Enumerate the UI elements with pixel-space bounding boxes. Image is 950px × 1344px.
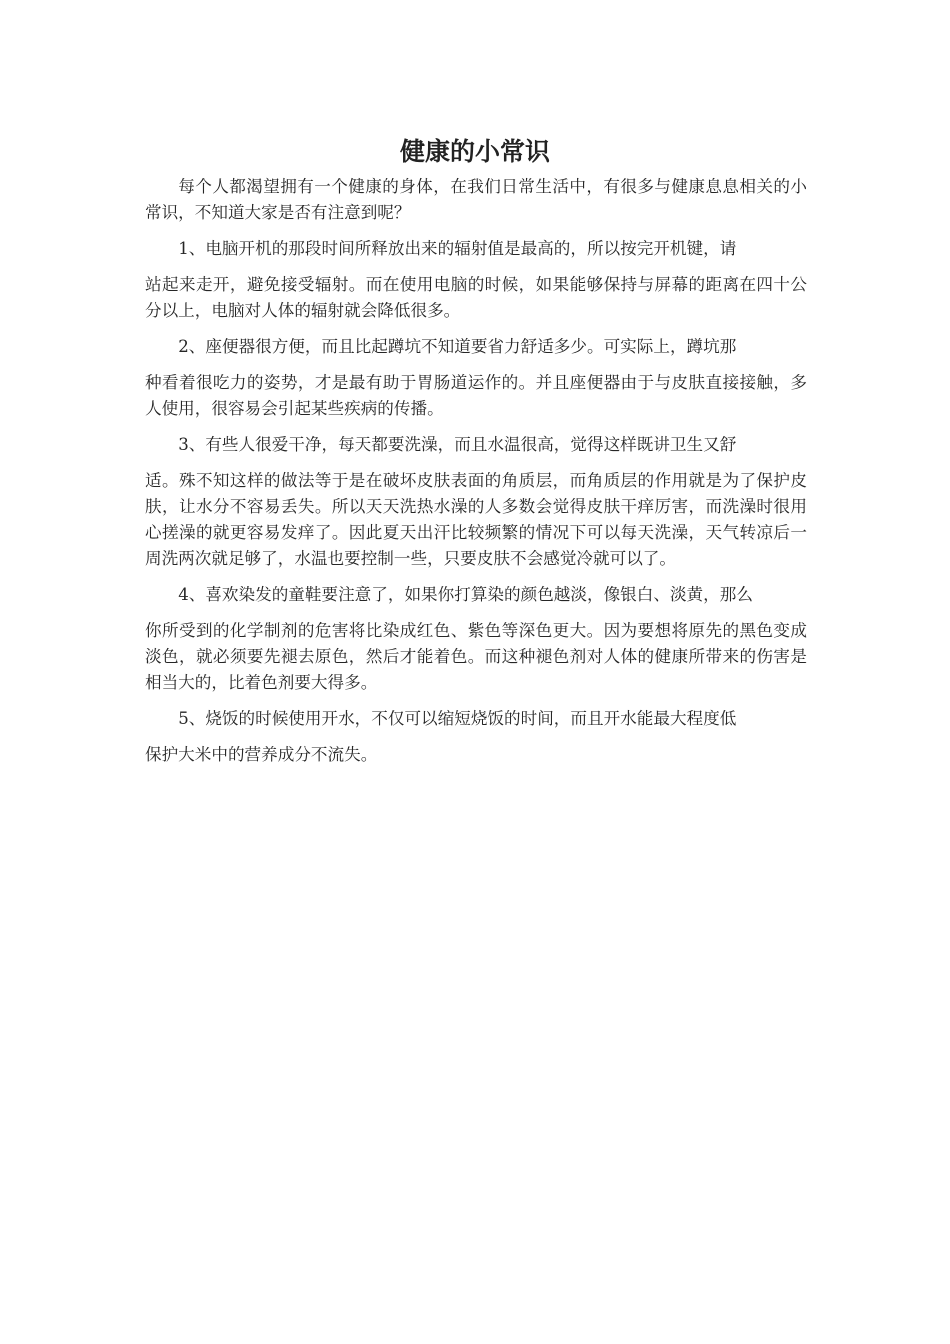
document-body bbox=[145, 174, 807, 778]
intro-paragraph: 每个人都渴望拥有一个健康的身体，在我们日常生活中，有很多与健康息息相关的小常识，不知道大家是否有注意到呢？ bbox=[145, 177, 807, 222]
tip-paragraph-2 bbox=[145, 334, 807, 422]
tip-5-rest: 保护大米中的营养成分不流失。 bbox=[145, 745, 378, 764]
tip-3-rest: 适。殊不知这样的做法等于是在破坏皮肤表面的角质层，而角质层的作用就是为了保护皮肤，让水分不容易丢失。所以天天洗热水澡的人多数会觉得皮肤干痒厉害，而洗澡时很用心搓澡的就更容易发痒了。因此夏天出汗比较频繁的情况下可以每天洗澡，天气转凉后一周洗两次就足够了，水温也要控制一些，只要皮肤不会感觉冷就可以了。 bbox=[145, 471, 807, 568]
tip-paragraph-1 bbox=[145, 236, 807, 324]
tip-2-first-line: 2、座便器很方便，而且比起蹲坑不知道要省力舒适多少。可实际上，蹲坑那 bbox=[178, 337, 737, 356]
tip-1-first-line: 1、电脑开机的那段时间所释放出来的辐射值是最高的，所以按完开机键，请 bbox=[178, 239, 737, 258]
tip-paragraph-5 bbox=[145, 706, 807, 768]
tip-4-first-line: 4、喜欢染发的童鞋要注意了，如果你打算染的颜色越淡，像银白、淡黄，那么 bbox=[178, 585, 753, 604]
tip-5-first-line: 5、烧饭的时候使用开水，不仅可以缩短烧饭的时间，而且开水能最大程度低 bbox=[178, 709, 737, 728]
tip-1-rest: 站起来走开，避免接受辐射。而在使用电脑的时候，如果能够保持与屏幕的距离在四十公分以上，电脑对人体的辐射就会降低很多。 bbox=[145, 275, 807, 320]
tip-4-rest: 你所受到的化学制剂的危害将比染成红色、紫色等深色更大。因为要想将原先的黑色变成淡色，就必须要先褪去原色，然后才能着色。而这种褪色剂对人体的健康所带来的伤害是相当大的，比着色剂要大得多。 bbox=[145, 621, 807, 692]
tip-3-first-line: 3、有些人很爱干净，每天都要洗澡，而且水温很高，觉得这样既讲卫生又舒 bbox=[178, 435, 737, 454]
tip-paragraph-3 bbox=[145, 432, 807, 572]
tip-2-rest: 种看着很吃力的姿势，才是最有助于胃肠道运作的。并且座便器由于与皮肤直接接触，多人使用，很容易会引起某些疾病的传播。 bbox=[145, 373, 807, 418]
page-title: 健康的小常识 bbox=[399, 137, 550, 166]
tip-paragraph-4 bbox=[145, 582, 807, 696]
